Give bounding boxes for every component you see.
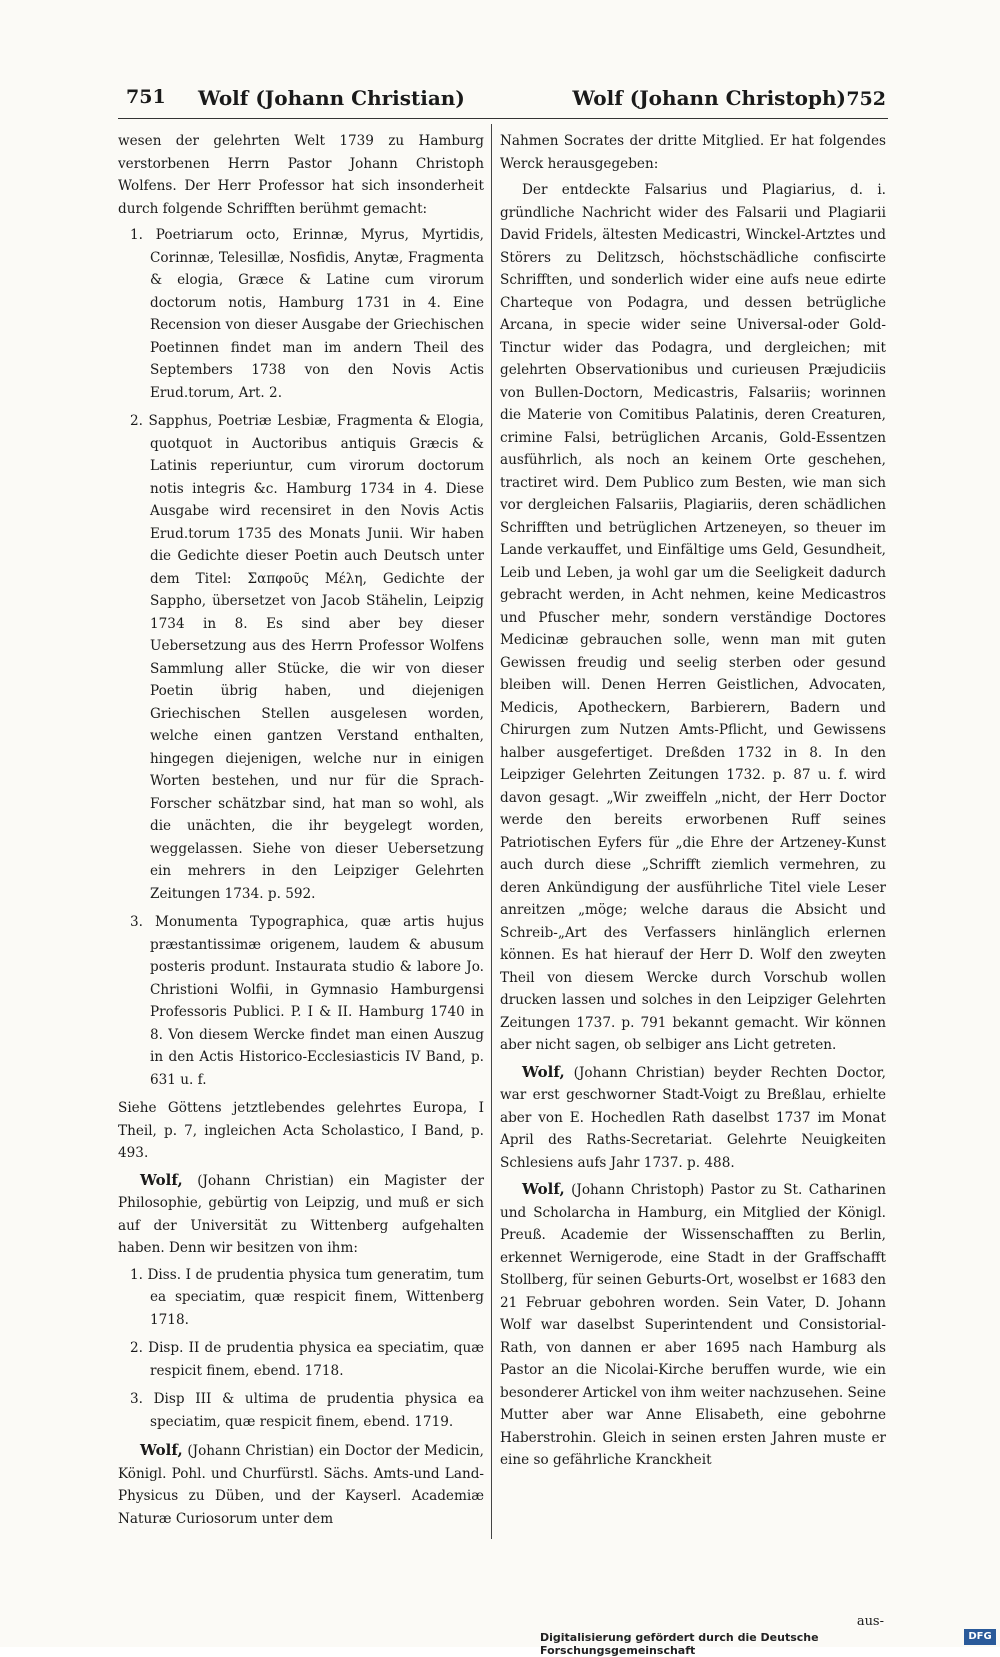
entry-lemma: Wolf, bbox=[522, 1062, 565, 1081]
page-number-left: 751 bbox=[126, 86, 166, 108]
entry-lemma: Wolf, bbox=[140, 1441, 183, 1459]
list-item: 2. Sapphus, Poetriæ Lesbiæ, Fragmenta & Elogia, quotquot in Auctoribus antiquis Græcis & Latinis reperiuntur, cum virorum doctorum notis integris &c. Hamburg 1734 in 4. Diese Ausgabe wird recensiret in den Novis Actis Erud.torum 1735 des Monats Junii. Wir haben die Gedichte dieser Poetin auch Deutsch unter dem Titel: Σαπφοῦς Μέλη, Gedichte der Sappho, übersetzet von Jacob Stähelin, Leipzig 1734 in 8. Es sind aber bey dieser Uebersetzung aus des Herrn Professor Wolfens Sammlung aller Stücke, die wir von dieser Poetin übrig haben, und diejenigen Griechischen Stellen ausgelesen worden, welche einen gantzen Verstand enthalten, hingegen diejenigen, welche nur in einigen Worten bestehen, und nur für die Sprach-Forscher schätzbar sind, hat man so wohl, als die unächten, die ihr beygelegt worden, weggelassen. Siehe von dieser Uebersetzung ein mehrers in den Leipziger Gelehrten Zeitungen 1734. p. 592. bbox=[130, 413, 484, 902]
header-rule bbox=[118, 118, 888, 119]
footer-text: Digitalisierung gefördert durch die Deutsche Forschungsgemeinschaft bbox=[540, 1631, 819, 1657]
digitization-footer bbox=[540, 1628, 1000, 1657]
list-item: 2. Disp. II de prudentia physica ea speciatim, quæ respicit finem, ebend. 1718. bbox=[130, 1340, 484, 1379]
entry-paragraph bbox=[118, 1169, 484, 1260]
paragraph: Nahmen Socrates der dritte Mitglied. Er hat folgendes Werck herausgegeben: bbox=[500, 133, 886, 172]
list-item: 1. Diss. I de prudentia physica tum generatim, tum ea speciatim, quæ respicit finem, Wittenberg 1718. bbox=[130, 1266, 484, 1328]
list-item: 3. Monumenta Typographica, quæ artis hujus præstantissimæ origenem, laudem & abusum posteris produnt. Instaurata studio & labore Jo. Christioni Wolfii, in Gymnasio Hamburgensi Professoris Publici. P. I & II. Hamburg 1740 in 8. Von diesem Wercke findet man einen Auszug in den Actis Historico-Ecclesiasticis IV Band, p. 631 u. f. bbox=[130, 914, 484, 1088]
entry-lemma: Wolf, bbox=[522, 1180, 565, 1198]
right-column bbox=[500, 130, 886, 1476]
running-header bbox=[126, 86, 886, 120]
page-number-right: 752 bbox=[846, 88, 886, 110]
entry-paragraph bbox=[500, 1061, 886, 1175]
catchword: aus- bbox=[856, 1614, 884, 1629]
header-title-right: Wolf (Johann Christoph) bbox=[572, 86, 846, 110]
entry-text: (Johann Christian) ein Magister der Philosophie, gebürtig von Leipzig, und muß er sich auf der Universität zu Wittenberg aufgehalten haben. Denn wir besitzen von ihm: bbox=[118, 1172, 484, 1256]
header-title-left: Wolf (Johann Christian) bbox=[198, 86, 465, 110]
paragraph: Der entdeckte Falsarius und Plagiarius, d. i. gründliche Nachricht wider des Falsarii und Plagiarii David Fridels, ältesten Medicastri, Winckel-Artztes und Störers zu Delitzsch, höchstschädliche confiscirte Schrifften, und sonderlich wider eine aufs neue edirte Charteque von Podagra, und dessen betrügliche Arcana, in specie wider seine Universal-oder Gold-Tinctur wider das Podagra, und dergleichen; mit gelehrten Observationibus und curieusen Præjudiciis von Bullen-Doctorn, Medicastris, Falsariis; worinnen die Materie von Comitibus Palatinis, deren Creaturen, crimine Falsi, betrüglichen Arcanis, Gold-Essentzen ausführlich, als noch an keinem Orte geschehen, tractiret wird. Dem Publico zum Besten, wie man sich vor dergleichen Falsariis, Plagiariis, deren schädlichen Schrifften und betrüglichen Artzeneyen, so theuer im Lande verkauffet, und Einfältige ums Geld, Gesundheit, Leib und Leben, ja wohl gar um die Seeligkeit dadurch gebracht werden, in Acht nehmen, keine Medicastros und Pfuscher mehr, sondern verständige Doctores Medicinæ gebrauchen solle, wenn man mit guten Gewissen freudig und seelig sterben oder gesund bleiben will. Denen Herren Geistlichen, Advocaten, Medicis, Apotheckern, Barbierern, Badern und Chirurgen zum Nutzen Amts-Pflicht, und Gewissens halber ausgefertiget. Dreßden 1732 in 8. In den Leipziger Gelehrten Zeitungen 1732. p. 87 u. f. wird davon gesagt. „Wir zweiffeln „nicht, der Herr Doctor werde den bereits erworbenen Ruff seines Patriotischen Eyfers für „die Ehre der Artzeney-Kunst auch durch diese „Schrifft ziemlich vermehren, zu deren Ankündigung der ausführliche Titel viele Leser anreitzen „möge; welche daraus die Absicht und Schreib-„Art des Verfassers hinlänglich erlernen können. Es hat hierauf der Herr D. Wolf den zweyten Theil von diesem Wercke durch Vorschub wollen drucken lassen und solches in den Leipziger Gelehrten Zeitungen 1737. p. 791 bekannt gemacht. Wir können aber nicht sagen, ob selbiger ans Licht getreten. bbox=[500, 182, 886, 1053]
list-item: 1. Poetriarum octo, Erinnæ, Myrus, Myrtidis, Corinnæ, Telesillæ, Nosfidis, Anytæ, Fragmenta & elogia, Græce & Latine cum virorum doctorum notis, Hamburg 1731 in 4. Eine Recension von dieser Ausgabe der Griechischen Poetinnen findet man im andern Theil des Septembers 1738 von den Novis Actis Erud.torum, Art. 2. bbox=[130, 227, 484, 401]
entry-paragraph bbox=[500, 1178, 886, 1472]
dfg-logo-icon: DFG bbox=[964, 1629, 996, 1645]
column-divider bbox=[491, 124, 492, 1539]
entry-paragraph bbox=[118, 1439, 484, 1530]
entry-text: (Johann Christoph) Pastor zu St. Catharinen und Scholarcha in Hamburg, ein Mitglied der Königl. Preuß. Academie der Wissenschafften zu Berlin, erkennet Wernigerode, eine Stadt in der Graffschafft Stollberg, für seinen Geburts-Ort, woselbst er 1683 den 21 Februar gebohren worden. Sein Vater, D. Johann Wolf war daselbst Superintendent und Consistorial-Rath, von dannen er aber 1695 nach Hamburg als Pastor an die Nicolai-Kirche beruffen wurde, wie ein besonderer Artickel von ihm weiter nachzusehen. Seine Mutter aber war Anne Elisabeth, eine gebohrne Haberstrohin. Gleich in seinen ersten Jahren muste er eine so gefährliche Kranckheit bbox=[500, 1182, 886, 1468]
left-column bbox=[118, 130, 484, 1534]
entry-text: (Johann Christian) ein Doctor der Medicin, Königl. Pohl. und Churfürstl. Sächs. Amts-und Land-Physicus zu Düben, und der Kayserl. Academiæ Naturæ Curiosorum unter dem bbox=[118, 1443, 484, 1527]
entry-lemma: Wolf, bbox=[140, 1170, 183, 1189]
list-item: 3. Disp III & ultima de prudentia physica ea speciatim, quæ respicit finem, ebend. 1719. bbox=[130, 1391, 484, 1430]
entry-text: (Johann Christian) beyder Rechten Doctor, war erst geschworner Stadt-Voigt zu Breßlau, erhielte aber von E. Hochedlen Rath daselbst 1737 im Monat April des Raths-Secretariat. Gelehrte Neuigkeiten Schlesiens aufs Jahr 1737. p. 488. bbox=[500, 1064, 886, 1171]
paragraph: Siehe Göttens jetztlebendes gelehrtes Europa, I Theil, p. 7, ingleichen Acta Scholastico, I Band, p. 493. bbox=[118, 1100, 484, 1161]
paragraph: wesen der gelehrten Welt 1739 zu Hamburg verstorbenen Herrn Pastor Johann Christoph Wolfens. Der Herr Professor hat sich insonderheit durch folgende Schrifften berühmt gemacht: bbox=[118, 133, 484, 217]
